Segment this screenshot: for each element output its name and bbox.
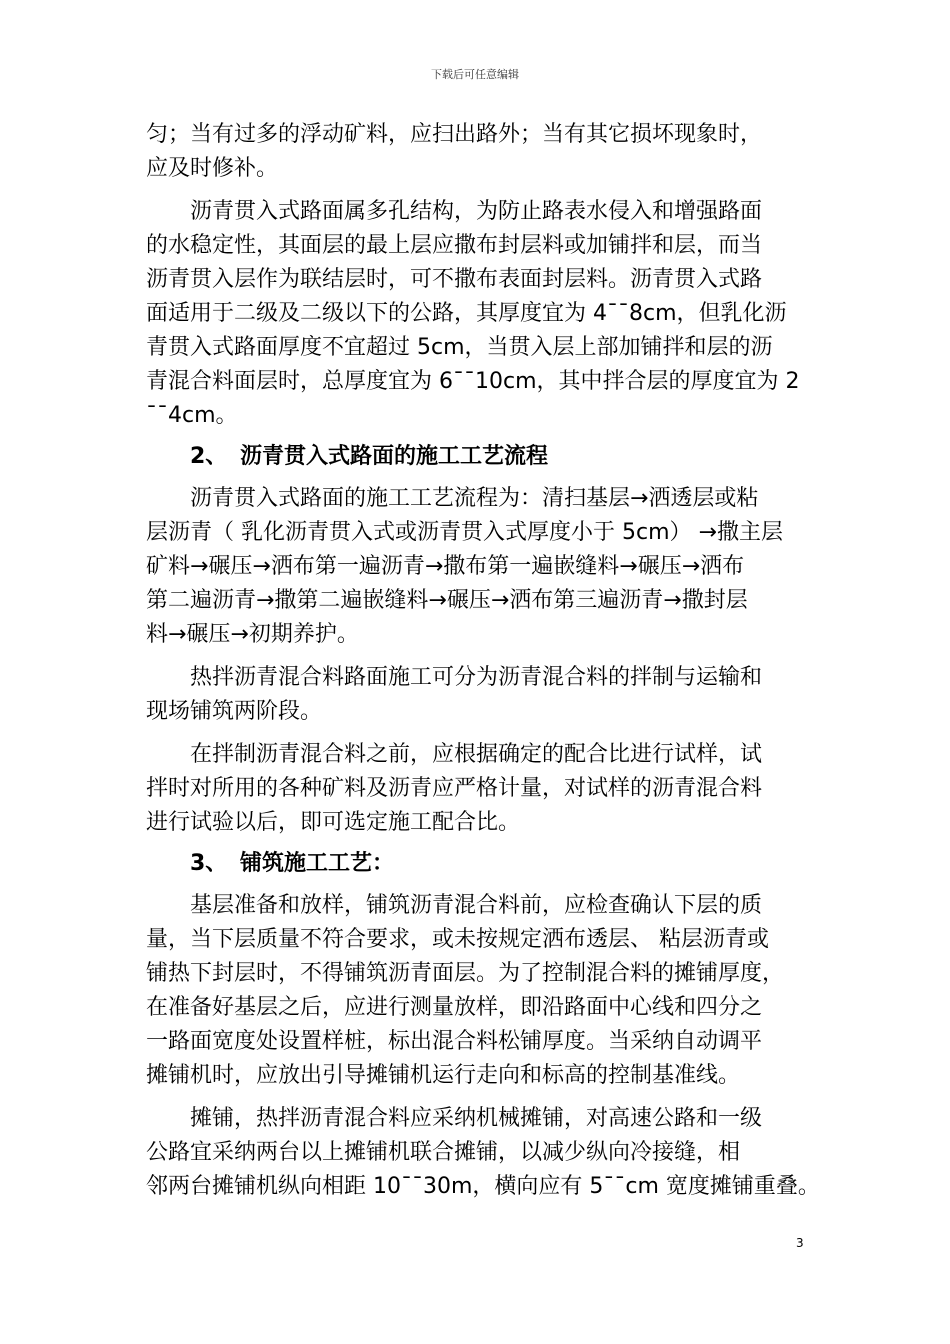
text-line: 在准备好基层之后，应进行测量放样，即沿路面中心线和四分之 [146, 995, 763, 1020]
text-line: 沥青贯入式路面属多孔结构，为防止路表水侵入和增强路面 [190, 199, 763, 224]
text-line: 沥青贯入层作为联结层时，可不撒布表面封层料。沥青贯入式路 [146, 267, 763, 292]
text-line: 第二遍沥青→撒第二遍嵌缝料→碾压→洒布第三遍沥青→撒封层 [146, 588, 748, 613]
paragraph-process-flow [146, 482, 811, 652]
text-line: ¯¯4cm。 [146, 403, 238, 428]
text-line: 量，当下层质量不符合要求，或未按规定洒布透层、 粘层沥青或 [146, 927, 769, 952]
text-line: 青贯入式路面厚度不宜超过 5cm，当贯入层上部加铺拌和层的沥 [146, 335, 773, 360]
text-line: 现场铺筑两阶段。 [146, 699, 323, 724]
text-line: 匀；当有过多的浮动矿料，应扫出路外；当有其它损坏现象时， [146, 122, 763, 147]
text-line: 拌时对所用的各种矿料及沥青应严格计量，对试样的沥青混合料 [146, 776, 763, 801]
text-line: 公路宜采纳两台以上摊铺机联合摊铺，以减少纵向冷接缝，相 [146, 1140, 741, 1165]
page-number: 3 [796, 1236, 804, 1250]
section-number: 2、 [190, 444, 228, 469]
text-line: 摊铺机时，应放出引导摊铺机运行走向和标高的控制基准线。 [146, 1063, 741, 1088]
text-line: 的水稳定性，其面层的最上层应撒布封层料或加铺拌和层，而当 [146, 233, 763, 258]
text-line: 摊铺，热拌沥青混合料应采纳机械摊铺，对高速公路和一级 [190, 1106, 763, 1131]
section-title: 铺筑施工工艺： [240, 851, 395, 876]
paragraph-base-preparation [146, 889, 811, 1093]
text-line: 进行试验以后，即可选定施工配合比。 [146, 810, 521, 835]
text-line: 应及时修补。 [146, 156, 279, 181]
text-line: 在拌制沥青混合料之前，应根据确定的配合比进行试样，试 [190, 742, 763, 767]
section-heading-3 [146, 847, 811, 881]
page-header: 下载后可任意编辑 [431, 68, 519, 81]
text-line: 矿料→碾压→洒布第一遍沥青→撒布第一遍嵌缝料→碾压→洒布 [146, 554, 745, 579]
text-line: 沥青贯入式路面的施工工艺流程为：清扫基层→洒透层或粘 [190, 486, 759, 511]
text-line: 料→碾压→初期养护。 [146, 622, 359, 647]
text-line: 面适用于二级及二级以下的公路，其厚度宜为 4¯¯8cm，但乳化沥 [146, 301, 787, 326]
paragraph-hot-mix-stages [146, 661, 811, 729]
paragraph-paving [146, 1102, 820, 1204]
section-number: 3、 [190, 851, 228, 876]
text-line: 一路面宽度处设置样桩，标出混合料松铺厚度。当采纳自动调平 [146, 1029, 763, 1054]
section-title: 沥青贯入式路面的施工工艺流程 [240, 444, 549, 469]
text-line: 基层准备和放样，铺筑沥青混合料前，应检查确认下层的质 [190, 893, 763, 918]
text-line: 邻两台摊铺机纵向相距 10¯¯30m，横向应有 5¯¯cm 宽度摊铺重叠。 [146, 1174, 820, 1199]
document-body [146, 118, 820, 1204]
paragraph-continuation [146, 118, 811, 186]
text-line: 青混合料面层时，总厚度宜为 6¯¯10cm，其中拌合层的厚度宜为 2 [146, 369, 800, 394]
paragraph-asphalt-penetration [146, 195, 811, 433]
section-heading-2 [146, 440, 811, 474]
text-line: 层沥青（ 乳化沥青贯入式或沥青贯入式厚度小于 5cm） →撒主层 [146, 520, 783, 545]
text-line: 热拌沥青混合料路面施工可分为沥青混合料的拌制与运输和 [190, 665, 763, 690]
paragraph-mix-trial [146, 738, 811, 840]
text-line: 铺热下封层时，不得铺筑沥青面层。为了控制混合料的摊铺厚度， [146, 961, 785, 986]
